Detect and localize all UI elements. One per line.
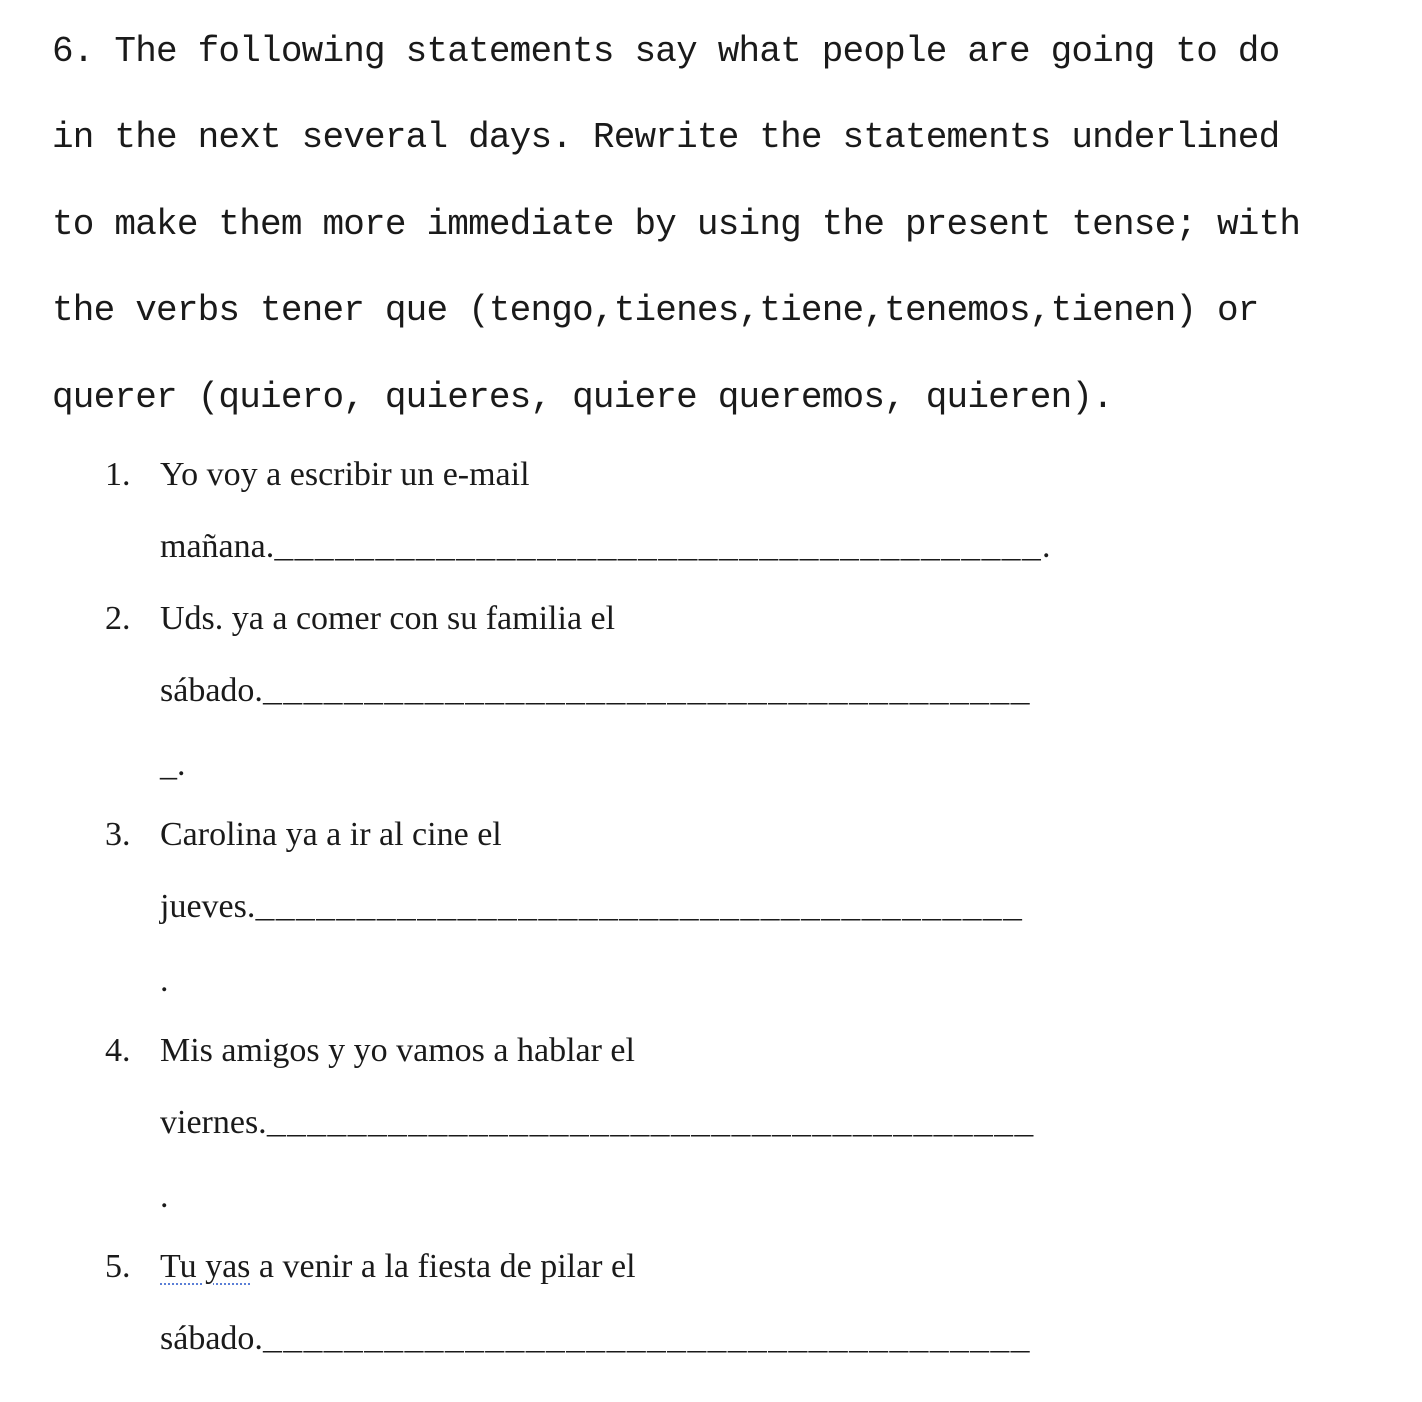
instructions-line-2: in the next several days. Rewrite the statements underlined xyxy=(52,117,1280,158)
item-sentence: Mis amigos y yo vamos a hablar el xyxy=(160,1032,635,1069)
item-answer-line[interactable] xyxy=(160,674,1031,709)
answer-continuation: . xyxy=(160,962,169,999)
item-day: mañana. xyxy=(160,528,275,565)
item-sentence: Yo voy a escribir un e-mail xyxy=(160,456,530,493)
answer-continuation: . xyxy=(160,1178,169,1215)
instructions-line-3: to make them more immediate by using the present tense; with xyxy=(52,204,1301,245)
answer-continuation: _. xyxy=(160,746,186,783)
item-number: 3. xyxy=(105,816,131,853)
answer-period: . xyxy=(1041,528,1051,565)
item-day: sábado. xyxy=(160,1320,263,1357)
item-day: sábado. xyxy=(160,672,263,709)
instructions-line-1: 6. The following statements say what people are going to do xyxy=(52,31,1280,72)
item-sentence: Uds. ya a comer con su familia el xyxy=(160,600,616,637)
instructions-line-4: the verbs tener que (tengo,tienes,tiene,tenemos,tienen) or xyxy=(52,290,1259,331)
answer-blank[interactable]: ______________________________________ xyxy=(274,530,1042,567)
instructions-line-5: querer (quiero, quieres, quiere queremos, quieren). xyxy=(52,377,1113,418)
answer-blank[interactable]: ______________________________________ xyxy=(262,674,1031,711)
item-number: 5. xyxy=(105,1248,131,1285)
item-sentence-rest: a venir a la fiesta de pilar el xyxy=(250,1248,636,1285)
answer-blank[interactable]: ______________________________________ xyxy=(266,1106,1035,1143)
item-sentence xyxy=(160,1250,636,1284)
answer-blank[interactable]: ______________________________________ xyxy=(255,890,1024,927)
item-number: 2. xyxy=(105,600,131,637)
spellcheck-flagged-word[interactable]: Tu yas xyxy=(160,1248,251,1285)
answer-blank[interactable]: ______________________________________ xyxy=(262,1322,1031,1359)
item-answer-line[interactable] xyxy=(160,530,1050,565)
item-answer-line[interactable] xyxy=(160,1106,1034,1141)
item-day: jueves. xyxy=(160,888,256,925)
item-sentence: Carolina ya a ir al cine el xyxy=(160,816,502,853)
item-answer-line[interactable] xyxy=(160,890,1023,925)
item-number: 4. xyxy=(105,1032,131,1069)
item-day: viernes. xyxy=(160,1104,267,1141)
item-answer-line[interactable] xyxy=(160,1322,1031,1357)
item-number: 1. xyxy=(105,456,131,493)
